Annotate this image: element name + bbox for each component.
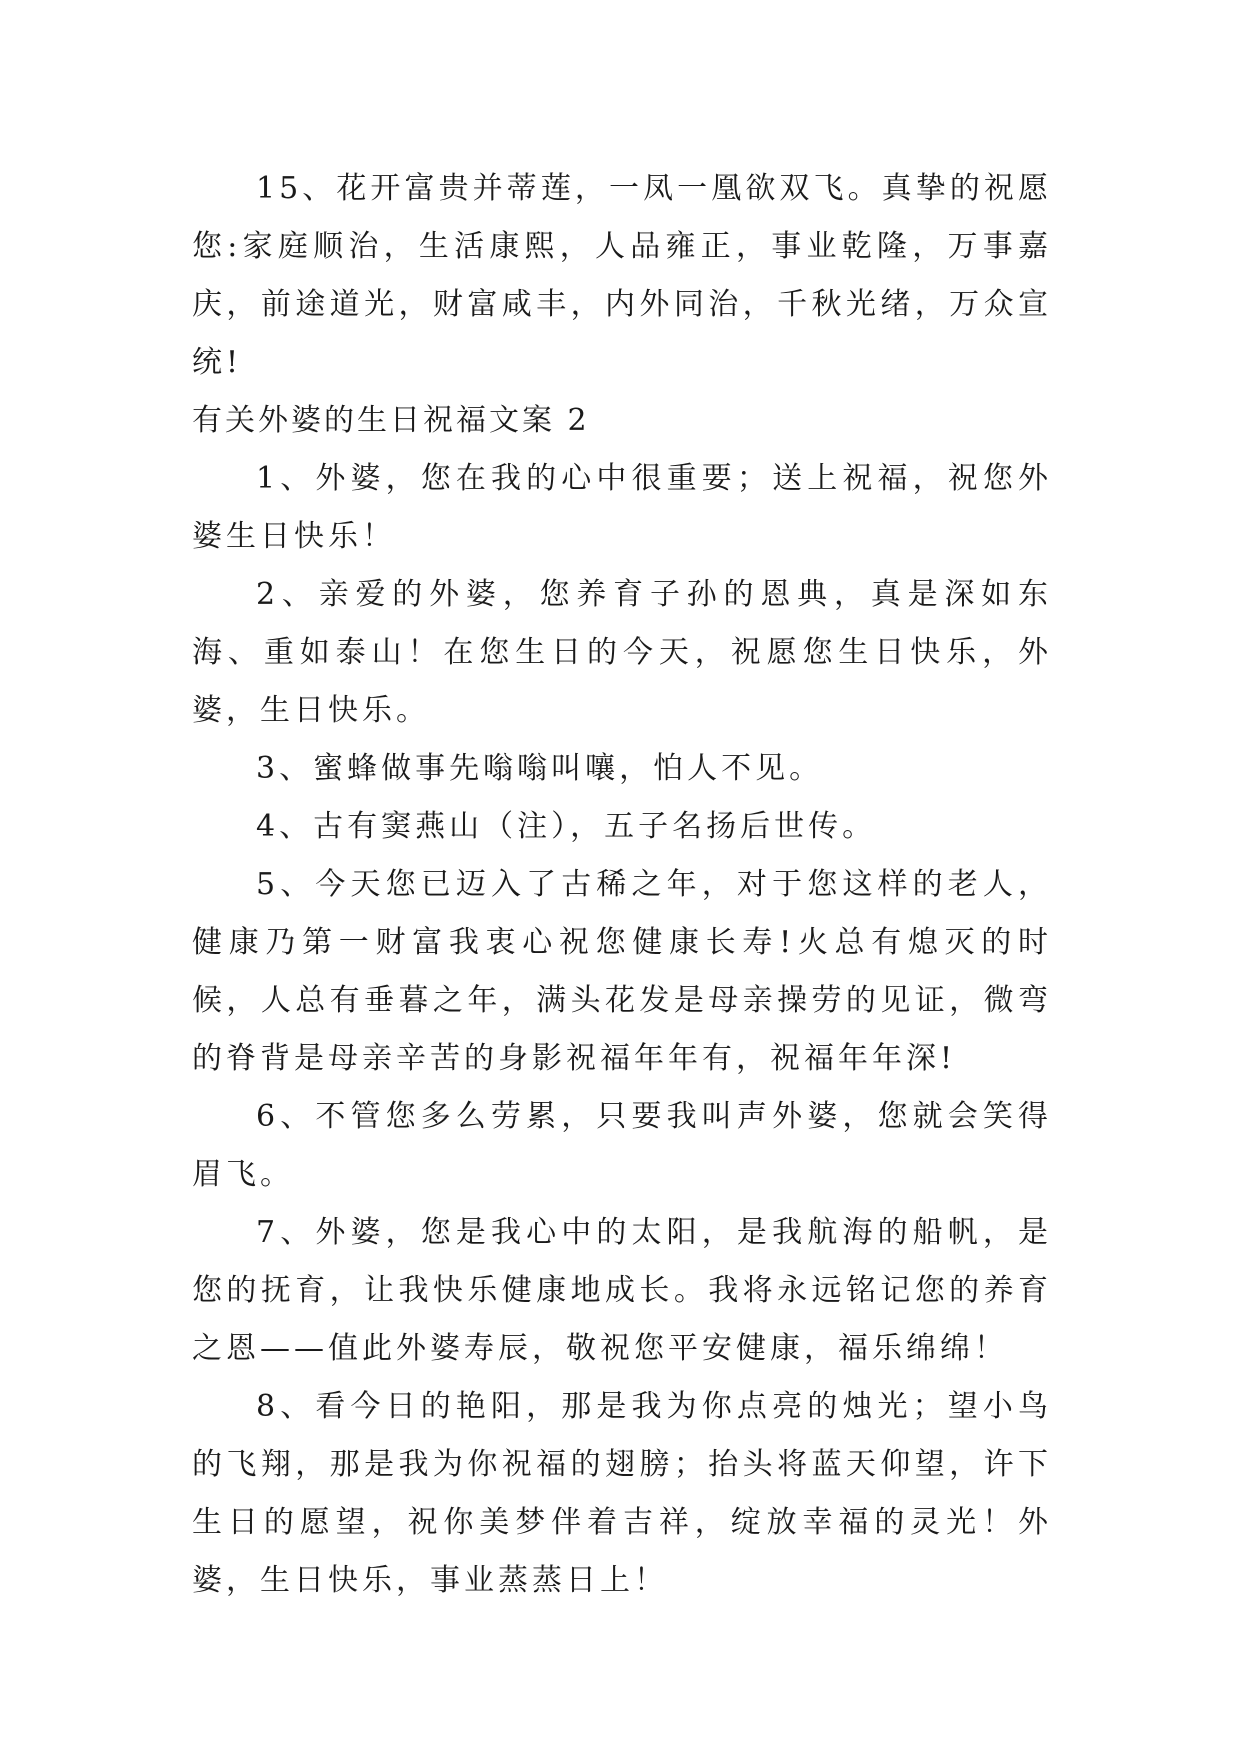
- paragraph-1: 1、外婆，您在我的心中很重要；送上祝福，祝您外婆生日快乐！: [192, 461, 1052, 554]
- paragraph-7: 7、外婆，您是我心中的太阳，是我航海的船帆，是您的抚育，让我快乐健康地成长。我将永远铭记您的养育之恩——值此外婆寿辰，敬祝您平安健康，福乐绵绵！: [192, 1215, 1052, 1366]
- section-heading: 有关外婆的生日祝福文案 2: [192, 403, 590, 438]
- paragraph-5: 5、今天您已迈入了古稀之年，对于您这样的老人，健康乃第一财富我衷心祝您健康长寿!火总有熄灭的时候，人总有垂暮之年，满头花发是母亲操劳的见证，微弯的脊背是母亲辛苦的身影祝福年年有，祝福年年深!: [192, 867, 1052, 1076]
- paragraph-3: 3、蜜蜂做事先嗡嗡叫嚷，怕人不见。: [256, 751, 824, 786]
- paragraph-8: 8、看今日的艳阳，那是我为你点亮的烛光；望小鸟的飞翔，那是我为你祝福的翅膀；抬头将蓝天仰望，许下生日的愿望，祝你美梦伴着吉祥，绽放幸福的灵光！外婆，生日快乐，事业蒸蒸日上！: [192, 1389, 1052, 1598]
- document-body: [192, 160, 1052, 1610]
- paragraph-6: 6、不管您多么劳累，只要我叫声外婆，您就会笑得眉飞。: [192, 1099, 1052, 1192]
- paragraph-4: 4、古有窦燕山（注），五子名扬后世传。: [256, 809, 877, 844]
- paragraph-15: 15、花开富贵并蒂莲，一凤一凰欲双飞。真挚的祝愿您:家庭顺治，生活康熙，人品雍正，事业乾隆，万事嘉庆，前途道光，财富咸丰，内外同治，千秋光绪，万众宣统!: [192, 171, 1052, 380]
- paragraph-2: 2、亲爱的外婆，您养育子孙的恩典，真是深如东海、重如泰山！在您生日的今天，祝愿您生日快乐，外婆，生日快乐。: [192, 577, 1052, 728]
